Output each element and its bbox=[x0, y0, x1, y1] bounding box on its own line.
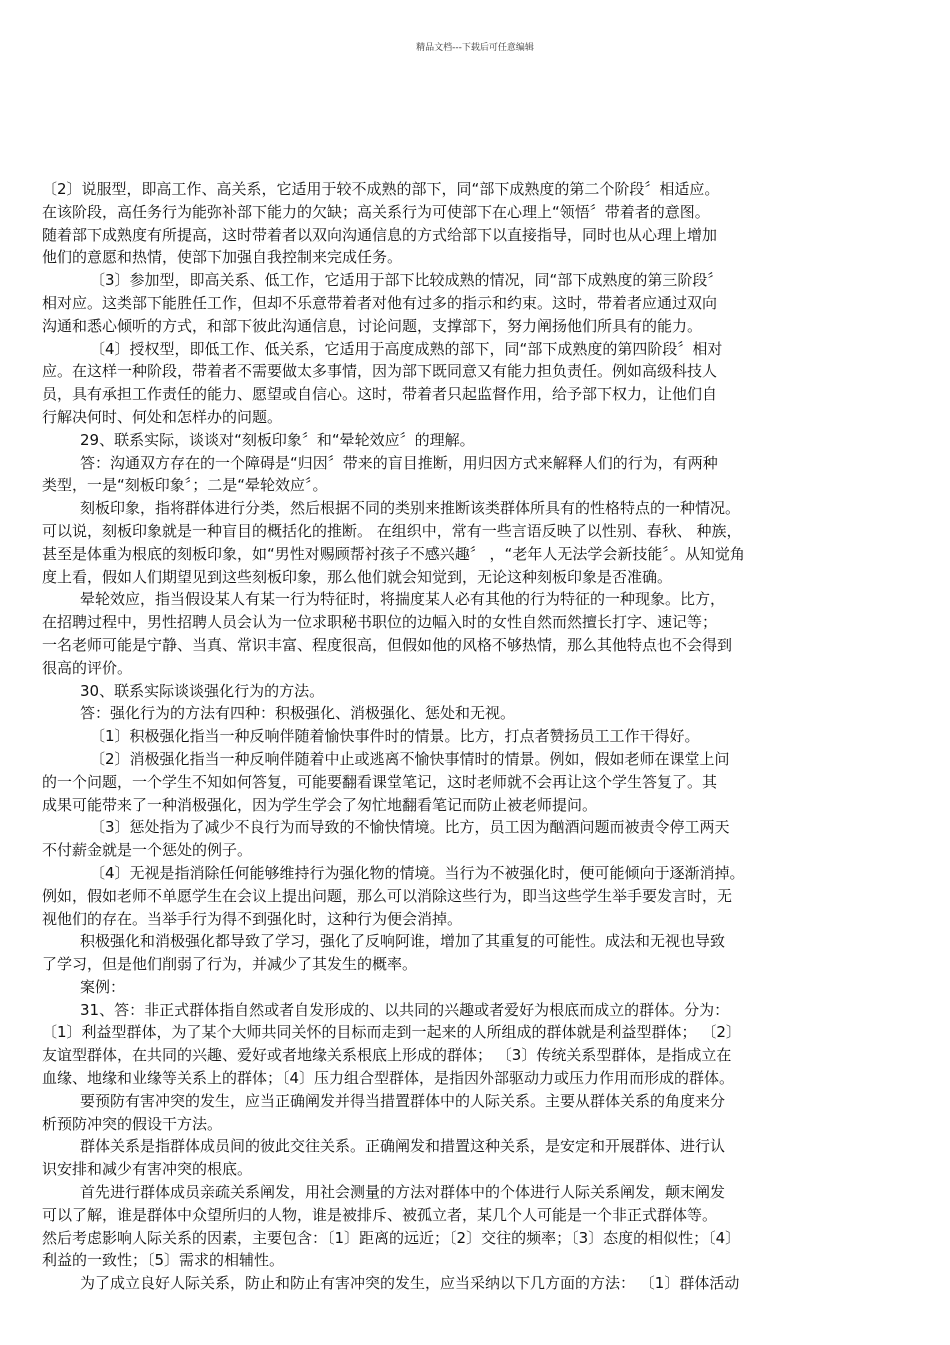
text-line: 答：沟通双方存在的一个障碍是“归因〞带来的盲目推断，用归因方式来解释人们的行为，有两种 bbox=[80, 453, 718, 472]
text-line: 例如，假如老师不单愿学生在会议上提出问题，那么可以消除这些行为，即当这些学生举手要发言时，无 bbox=[42, 886, 733, 905]
text-line: 刻板印象，指将群体进行分类，然后根据不同的类别来推断该类群体所具有的性格特点的一种情况。 bbox=[80, 499, 741, 518]
text-line: 的一个问题，一个学生不知如何答复，可能要翻看课堂笔记，这时老师就不会再让这个学生答复了。其 bbox=[42, 772, 718, 791]
text-line: 了学习，但是他们削弱了行为，并减少了其发生的概率。 bbox=[42, 955, 418, 974]
text-line: 甚至是体重为根底的刻板印象，如“男性对赐顾帮衬孩子不感兴趣〞 ，“老年人无法学会新技能〞。从知觉角 bbox=[42, 544, 745, 563]
text-line: 要预防有害冲突的发生，应当正确阐发并得当措置群体中的人际关系。主要从群体关系的角度来分 bbox=[80, 1091, 726, 1110]
text-line: 成果可能带来了一种消极强化，因为学生学会了匆忙地翻看笔记而防止被老师提问。 bbox=[42, 795, 598, 814]
text-line: 〔3〕惩处指为了减少不良行为而导致的不愉快情境。比方，员工因为酗酒问题而被责令停工两天 bbox=[90, 818, 730, 837]
text-line: 识安排和减少有害冲突的根底。 bbox=[42, 1160, 253, 1179]
text-line: 为了成立良好人际关系，防止和防止有害冲突的发生，应当采纳以下几方面的方法： 〔1〕群体活动 bbox=[80, 1274, 740, 1293]
text-line: 积极强化和消极强化都导致了学习，强化了反响阿谁，增加了其重复的可能性。成法和无视也导致 bbox=[80, 932, 726, 951]
text-line: 相对应。这类部下能胜任工作，但却不乐意带着者对他有过多的指示和约束。这时，带着者应通过双向 bbox=[42, 293, 718, 312]
text-line: 应。在这样一种阶段，带着者不需要做太多事情，因为部下既同意又有能力担负责任。例如高级科技人 bbox=[42, 362, 718, 381]
text-line: 很高的评价。 bbox=[42, 658, 133, 677]
text-line: 30、联系实际谈谈强化行为的方法。 bbox=[80, 681, 325, 700]
document-body bbox=[42, 178, 912, 1295]
text-line: 晕轮效应，指当假设某人有某一行为特征时，将揣度某人必有其他的行为特征的一种现象。比方， bbox=[80, 590, 726, 609]
text-line: 不付薪金就是一个惩处的例子。 bbox=[42, 841, 253, 860]
text-line: 随着部下成熟度有所提高，这时带着者以双向沟通信息的方式给部下以直接指导，同时也从心理上增加 bbox=[42, 225, 718, 244]
text-line: 沟通和悉心倾听的方式，和部下彼此沟通信息，讨论问题，支撑部下，努力阐扬他们所具有的能力。 bbox=[42, 316, 703, 335]
text-line: 〔1〕积极强化指当一种反响伴随着愉快事件时的情景。比方，打点者赞扬员工工作干得好。 bbox=[90, 727, 700, 746]
text-line: 类型，一是“刻板印象〞；二是“晕轮效应〞。 bbox=[42, 476, 328, 495]
text-line: 在招聘过程中，男性招聘人员会认为一位求职秘书职位的边幅入时的女性自然而然擅长打字、速记等； bbox=[42, 613, 718, 632]
text-line: 31、答：非正式群体指自然或者自发形成的、以共同的兴趣或者爱好为根底而成立的群体。分为： bbox=[80, 1000, 730, 1019]
text-line: 〔2〕消极强化指当一种反响伴随着中止或逃离不愉快事情时的情景。例如，假如老师在课堂上问 bbox=[90, 749, 730, 768]
text-line: 〔3〕参加型，即高关系、低工作，它适用于部下比较成熟的情况，同“部下成熟度的第三阶段〞 bbox=[90, 271, 723, 290]
text-line: 答：强化行为的方法有四种：积极强化、消极强化、惩处和无视。 bbox=[80, 704, 516, 723]
text-line: 首先进行群体成员亲疏关系阐发，用社会测量的方法对群体中的个体进行人际关系阐发，颠末阐发 bbox=[80, 1183, 726, 1202]
text-line: 度上看，假如人们期望见到这些刻板印象，那么他们就会知觉到，无论这种刻板印象是否准确。 bbox=[42, 567, 673, 586]
text-line: 行解决何时、何处和怎样办的问题。 bbox=[42, 407, 283, 426]
text-line: 〔2〕说服型，即高工作、高关系，它适用于较不成熟的部下，同“部下成熟度的第二个阶段〞相适应。 bbox=[42, 180, 720, 198]
text-line: 〔4〕无视是指消除任何能够维持行为强化物的情境。当行为不被强化时，便可能倾向于逐渐消掉。 bbox=[90, 863, 745, 882]
text-line: 利益的一致性；〔5〕需求的相辅性。 bbox=[42, 1251, 285, 1270]
text-line: 然后考虑影响人际关系的因素，主要包含：〔1〕距离的远近；〔2〕交往的频率；〔3〕态度的相似性；〔4〕 bbox=[42, 1228, 741, 1247]
text-line: 友谊型群体，在共同的兴趣、爱好或者地缘关系根底上形成的群体； 〔3〕传统关系型群体，是指成立在 bbox=[42, 1046, 732, 1065]
text-line: 员，具有承担工作责任的能力、愿望或自信心。这时，带着者只起监督作用，给予部下权力，让他们自 bbox=[42, 385, 718, 404]
text-line: 析预防冲突的假设干方法。 bbox=[42, 1114, 223, 1133]
text-line: 视他们的存在。当举手行为得不到强化时，这种行为便会消掉。 bbox=[42, 909, 463, 928]
text-line: 一名老师可能是宁静、当真、常识丰富、程度很高，但假如他的风格不够热情，那么其他特点也不会得到 bbox=[42, 635, 733, 654]
text-line: 群体关系是指群体成员间的彼此交往关系。正确阐发和措置这种关系，是安定和开展群体、进行认 bbox=[80, 1137, 726, 1156]
text-line: 可以说，刻板印象就是一种盲目的概括化的推断。 在组织中，常有一些言语反映了以性别、春秋、 种族， bbox=[42, 521, 742, 540]
page-header: 精品文档---下载后可任意编辑 bbox=[416, 43, 534, 53]
text-line: 在该阶段，高任务行为能弥补部下能力的欠缺；高关系行为可使部下在心理上“领悟〞带着者的意图。 bbox=[42, 202, 710, 221]
text-line: 〔1〕利益型群体，为了某个大师共同关怀的目标而走到一起来的人所组成的群体就是利益型群体； 〔2〕 bbox=[42, 1023, 741, 1042]
text-line: 29、联系实际，谈谈对“刻板印象〞和“晕轮效应〞的理解。 bbox=[80, 430, 475, 449]
text-line: 可以了解，谁是群体中众望所归的人物，谁是被排斥、被孤立者，某几个人可能是一个非正式群体等。 bbox=[42, 1205, 718, 1224]
text-line: 他们的意愿和热情，使部下加强自我控制来完成任务。 bbox=[42, 248, 403, 267]
text-line: 〔4〕授权型，即低工作、低关系，它适用于高度成熟的部下，同“部下成熟度的第四阶段〞相对 bbox=[90, 339, 723, 358]
text-line: 案例： bbox=[80, 977, 126, 996]
text-line: 血缘、地缘和业缘等关系上的群体；〔4〕压力组合型群体，是指因外部驱动力或压力作用而形成的群体。 bbox=[42, 1069, 735, 1088]
